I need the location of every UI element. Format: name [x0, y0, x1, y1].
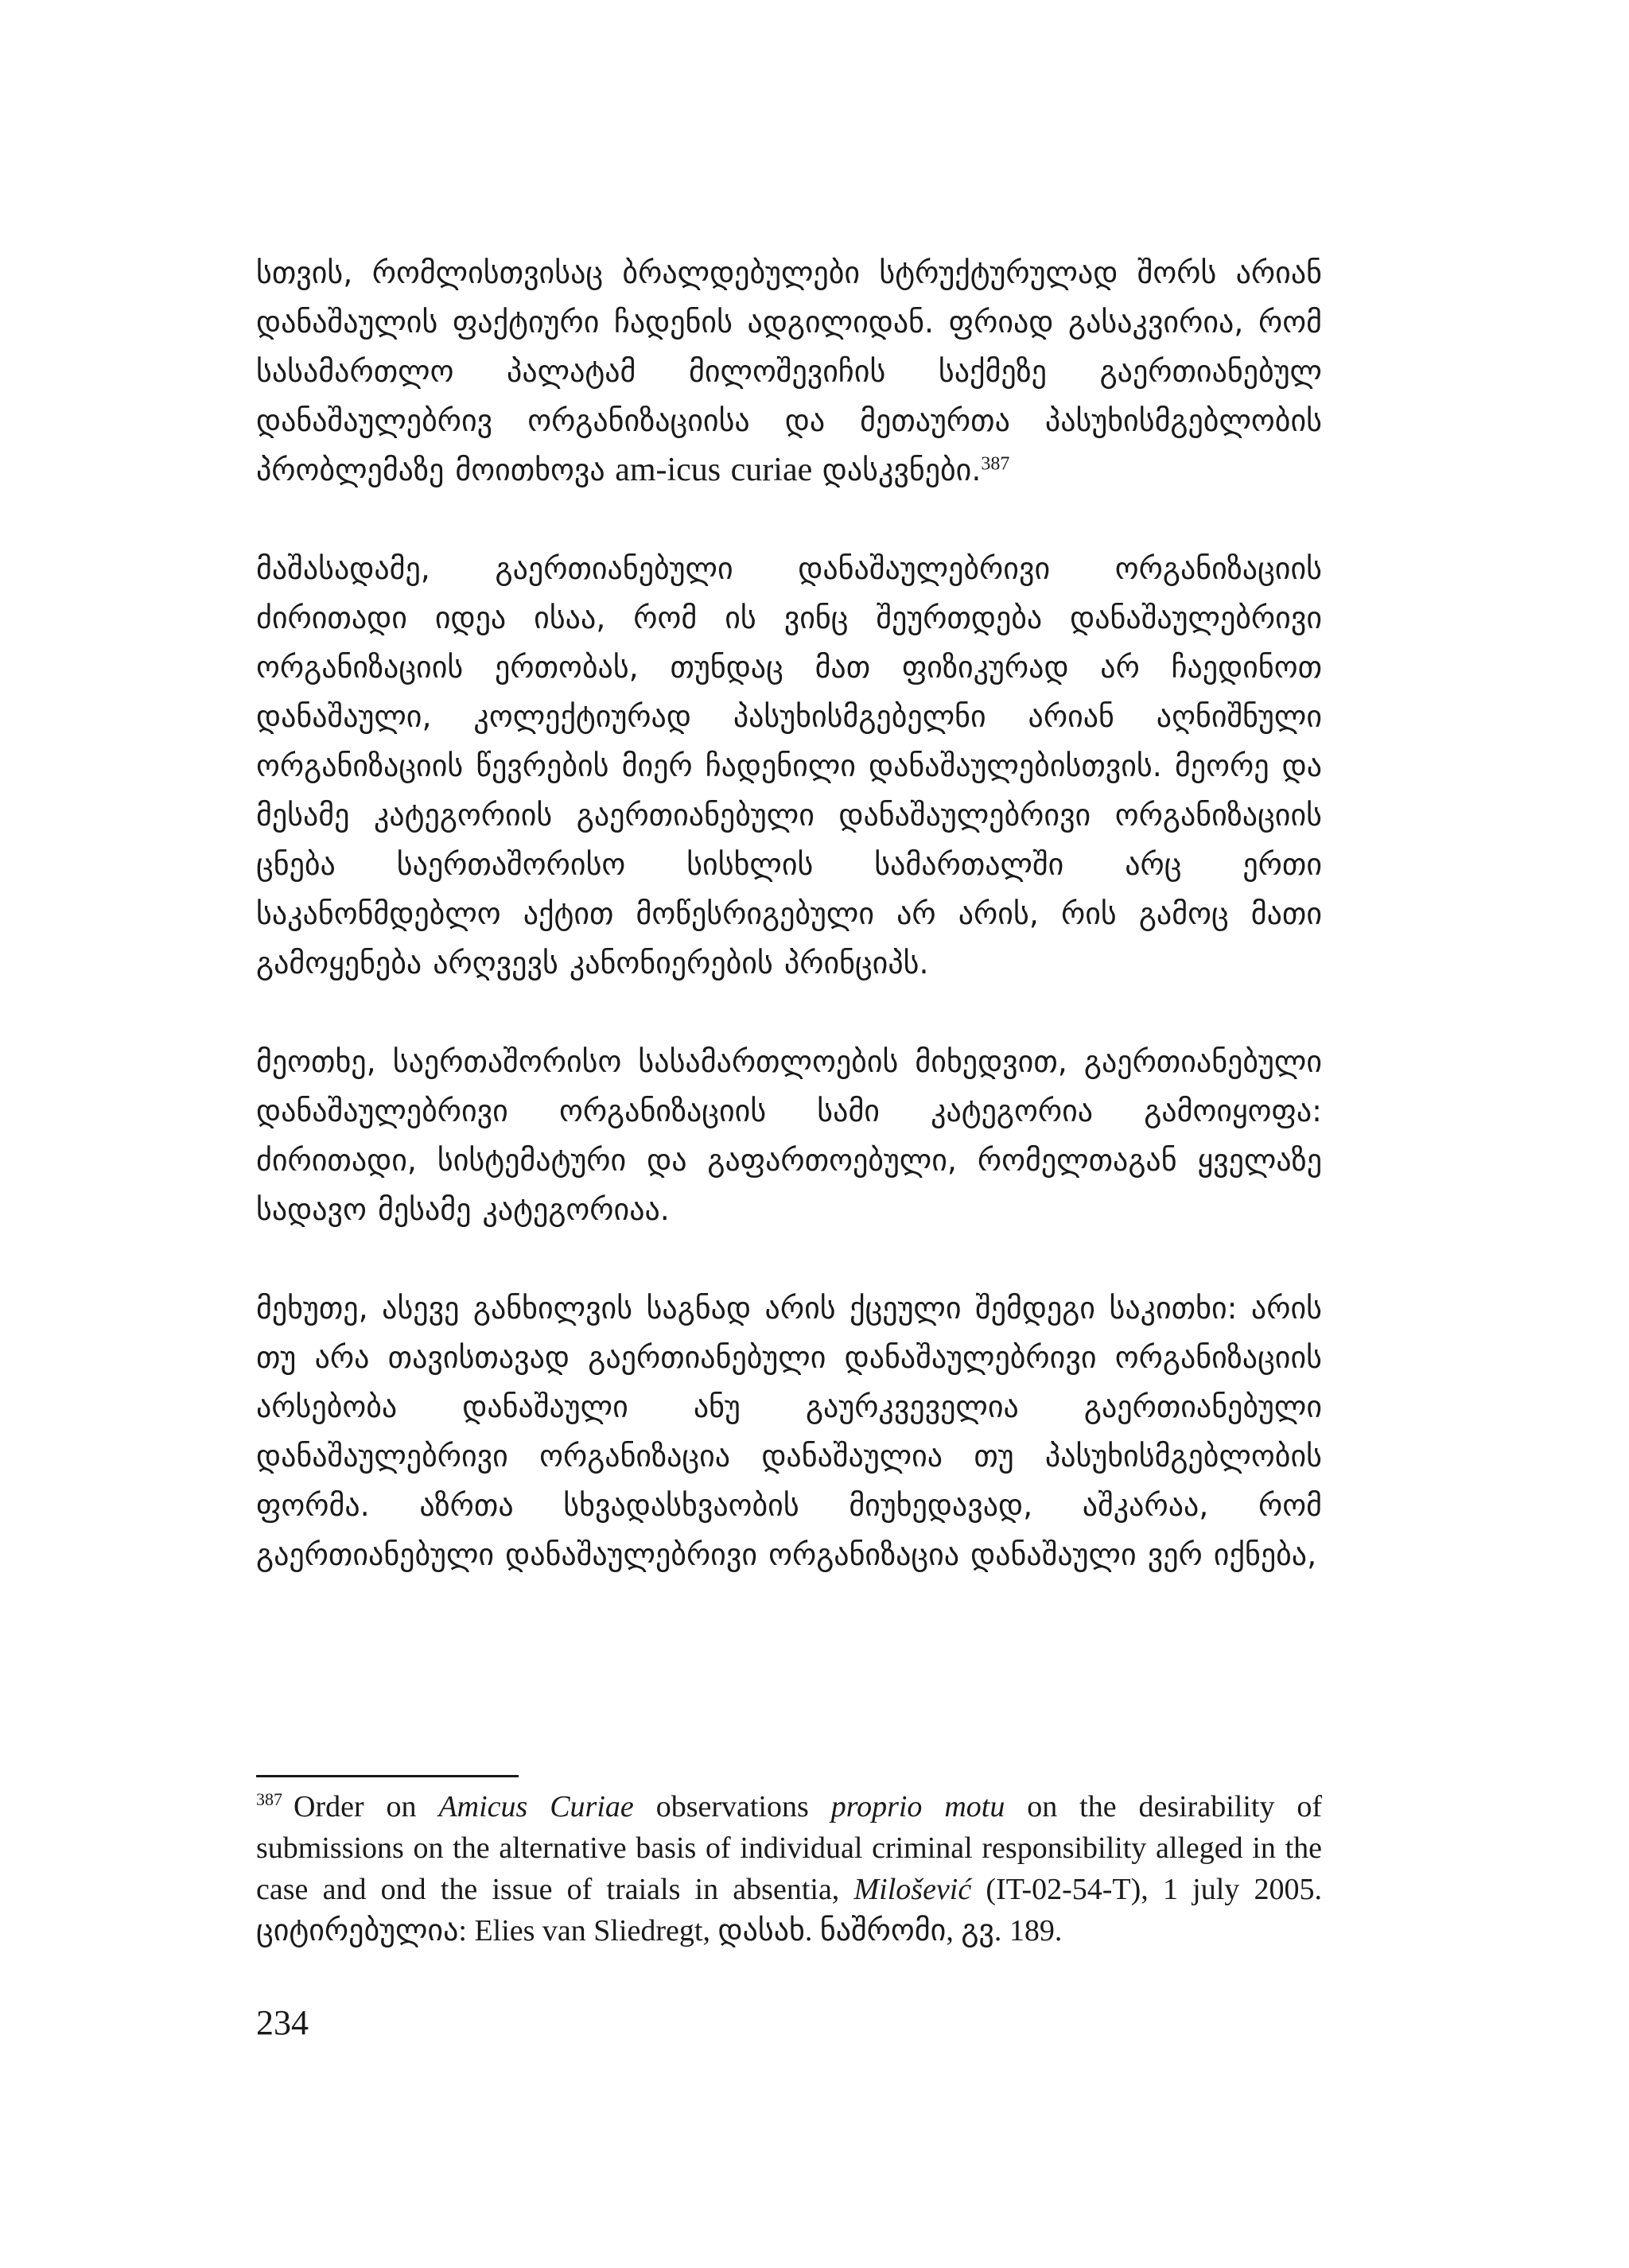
footnote-divider — [256, 1775, 519, 1777]
footnote-reference[interactable]: 387 — [981, 453, 1010, 475]
paragraph-2: მაშასადამე, გაერთიანებული დანაშაულებრივი ორგანიზაციის ძირითადი იდეა ისაა, რომ ის ვინც შეურთდება დანაშაულებრივი ორგანიზაციის ერთობას, თუნდაც მათ ფიზიკურად არ ჩაედინოთ დანაშაული, კოლექტიურად პასუხისმგებელნი არიან აღნიშნული ორგანიზაციის წევრების მიერ ჩადენილი დანაშაულებისთვის. მეორე და მესამე კატეგორიის გაერთიანებული დანაშაულებრივი ორგანიზაციის ცნება საერთაშორისო სისხლის სამართალში არც ერთი საკანონმდებლო აქტით მოწესრიგებული არ არის, რის გამოც მათი გამოყენება არღვევს კანონიერების პრინციპს. — [256, 551, 1322, 981]
footnote-part-3: on the desirability of submissions on the alternative basis of individual criminal responsibility alleged in the case and ond the issue of traials in absentia, — [256, 1790, 1323, 1906]
footnote-italic-3: Milošević — [853, 1873, 972, 1906]
main-text — [256, 248, 1322, 1579]
footnote-italic-2: proprio motu — [830, 1790, 1005, 1823]
paragraph-3: მეოთხე, საერთაშორისო სასამართლოების მიხედვით, გაერთიანებული დანაშაულებრივი ორგანიზაციის სამი კატეგორია გამოიყოფა: ძირითადი, სისტემატური და გაფართოებული, რომელთაგან ყველაზე სადავო მესამე კატეგორიაა. — [256, 1044, 1322, 1227]
paragraph-1-text: სთვის, რომლისთვისაც ბრალდებულები სტრუქტურულად შორს არიან დანაშაულის ფაქტიური ჩადენის ადგილიდან. ფრიად გასაკვირია, რომ სასამართლო პალატამ მილოშევიჩის საქმეზე გაერთიანებულ დანაშაულებრივ ორგანიზაციისა და მეთაურთა პასუხისმგებლობის პრობლემაზე მოითხოვა — [256, 255, 1322, 487]
paragraph-1-latin: am-icus curiae — [605, 452, 822, 488]
footnote-part-1: Order on — [294, 1790, 439, 1823]
paragraph-1 — [256, 248, 1322, 495]
paragraph-4: მეხუთე, ასევე განხილვის საგნად არის ქცეული შემდეგი საკითხი: არის თუ არა თავისთავად გაერთიანებული დანაშაულებრივი ორგანიზაციის არსებობა დანაშაული ანუ გაურკვეველია გაერთიანებული დანაშაულებრივი ორგანიზაცია დანაშაულია თუ პასუხისმგებლობის ფორმა. აზრთა სხვადასხვაობის მიუხედავად, აშკარაა, რომ გაერთიანებული დანაშაულებრივი ორგანიზაცია დანაშაული ვერ იქნება, — [256, 1291, 1322, 1572]
footnote-number: 387 — [256, 1789, 282, 1810]
paragraph-1-end: დასკვნები. — [822, 452, 982, 487]
footnote-part-2: observations — [633, 1790, 831, 1823]
page-number: 234 — [256, 2003, 309, 2042]
footnote-part-4: (IT-02-54-T), 1 july 2005. ციტირებულია: Elies van Sliedregt, დასახ. ნაშრომი, გვ. 189. — [256, 1873, 1322, 1948]
footnote — [256, 1786, 1322, 1951]
footnote-italic-1: Amicus Curiae — [438, 1790, 634, 1823]
